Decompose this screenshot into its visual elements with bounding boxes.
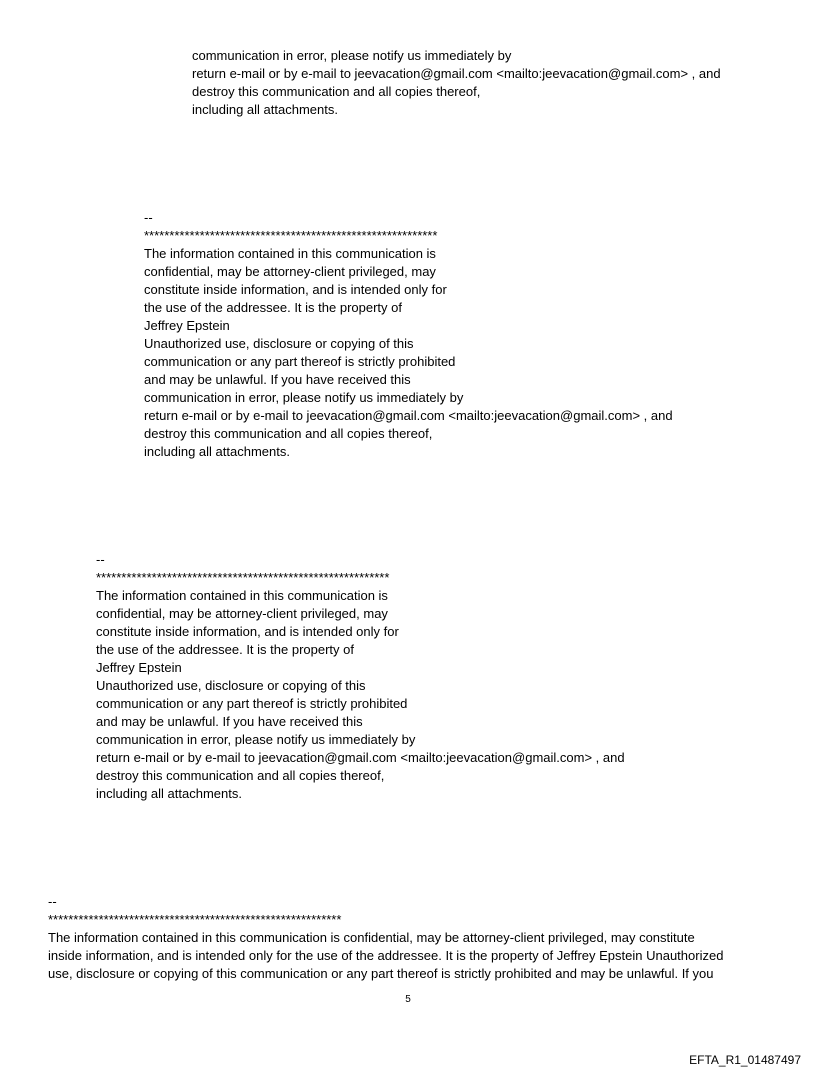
separator-stars: ********************************************************** [48,912,342,927]
bates-number: EFTA_R1_01487497 [689,1053,801,1067]
disclaimer-block [144,209,673,461]
body-text-line: Jeffrey Epstein [96,660,182,675]
body-text-line: including all attachments. [96,786,242,801]
body-text-line: return e-mail or by e-mail to jeevacation@gmail.com <mailto:jeevacation@gmail.com> , and [96,750,625,765]
disclaimer-block [48,893,762,983]
page-number: 5 [405,994,411,1005]
body-text-line: communication in error, please notify us immediately by [192,48,512,63]
body-text-line: return e-mail or by e-mail to jeevacation@gmail.com <mailto:jeevacation@gmail.com> , and [192,66,721,81]
separator-dashes: -- [96,552,105,567]
body-text-line: and may be unlawful. If you have received this [96,714,363,729]
separator-dashes: -- [144,210,153,225]
body-text-line: communication in error, please notify us immediately by [96,732,416,747]
body-text-line: constitute inside information, and is intended only for [96,624,399,639]
body-text-line: the use of the addressee. It is the property of [96,642,354,657]
body-text-line: including all attachments. [192,102,338,117]
body-text-line: The information contained in this communication is confidential, may be attorney-client privileged, may constitute [48,930,695,945]
body-text-line: Jeffrey Epstein [144,318,230,333]
body-text-line: The information contained in this communication is [96,588,388,603]
separator-stars: ********************************************************** [144,228,438,243]
body-text-line: destroy this communication and all copies thereof, [144,426,433,441]
body-text-line: including all attachments. [144,444,290,459]
body-text-line: and may be unlawful. If you have received this [144,372,411,387]
disclaimer-fragment-block [192,47,721,119]
disclaimer-block [96,551,625,803]
body-text-line: confidential, may be attorney-client privileged, may [144,264,436,279]
separator-dashes: -- [48,894,57,909]
body-text-line: constitute inside information, and is intended only for [144,282,447,297]
body-text-line: the use of the addressee. It is the property of [144,300,402,315]
body-text-line: communication in error, please notify us immediately by [144,390,464,405]
body-text-line: confidential, may be attorney-client privileged, may [96,606,388,621]
body-text-line: use, disclosure or copying of this communication or any part thereof is strictly prohibited and may be unlawful. If you [48,966,714,981]
body-text-line: destroy this communication and all copies thereof, [96,768,385,783]
body-text-line: return e-mail or by e-mail to jeevacation@gmail.com <mailto:jeevacation@gmail.com> , and [144,408,673,423]
body-text-line: inside information, and is intended only for the use of the addressee. It is the property of Jeffrey Epstein Unauthorized [48,948,724,963]
body-text-line: communication or any part thereof is strictly prohibited [96,696,408,711]
body-text-line: communication or any part thereof is strictly prohibited [144,354,456,369]
body-text-line: The information contained in this communication is [144,246,436,261]
separator-stars: ********************************************************** [96,570,390,585]
body-text-line: Unauthorized use, disclosure or copying of this [144,336,414,351]
body-text-line: Unauthorized use, disclosure or copying of this [96,678,366,693]
body-text-line: destroy this communication and all copies thereof, [192,84,481,99]
